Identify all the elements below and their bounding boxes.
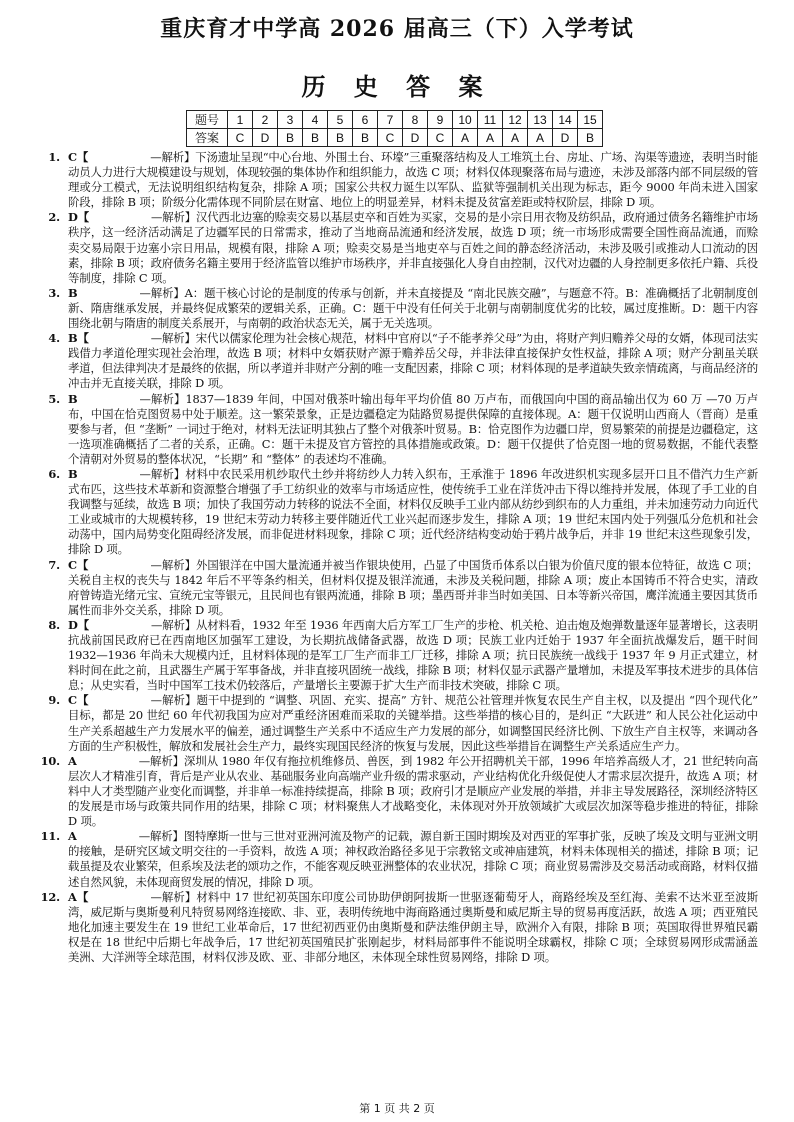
row-label: 题号 <box>187 111 228 129</box>
item-number: 7. <box>48 557 60 572</box>
item-label: —解析】 <box>139 285 185 300</box>
item-label: —解析】 <box>150 617 196 632</box>
answer-cell: C <box>228 129 253 147</box>
item-label: —解析】 <box>150 889 197 904</box>
answer-cell: A <box>528 129 553 147</box>
question-number: 14 <box>553 111 578 129</box>
answer-table-answer-row <box>187 129 603 147</box>
item-label: —解析】 <box>138 829 184 844</box>
item-answer: C【 <box>68 150 89 164</box>
question-number: 1 <box>228 111 253 129</box>
item-answer: C【 <box>68 557 89 572</box>
explanation-item <box>38 618 758 693</box>
item-number: 3. <box>48 285 60 300</box>
answer-cell: D <box>253 129 278 147</box>
item-label: —解析】 <box>150 557 196 572</box>
question-number: 8 <box>403 111 428 129</box>
explanation-item <box>38 286 758 331</box>
item-label: —解析】 <box>138 753 185 768</box>
item-number: 2. <box>48 210 60 225</box>
question-number: 7 <box>378 111 403 129</box>
item-number: 6. <box>48 466 60 481</box>
explanation-item <box>38 754 758 829</box>
item-number: 10. <box>40 753 60 768</box>
item-answer: B【 <box>68 331 89 346</box>
explanation-item <box>38 693 758 753</box>
item-number: 4. <box>48 331 60 346</box>
item-text: A：题干核心讨论的是制度的传承与创新，并未直接提及 “南北民族交融”，与题意不符。B：准确概括了北朝制度创新、隋唐继承发展，并最终促成繁荣的逻辑关系，正确。C：题干中没有任何关于北朝与南朝制度优劣的比较，属过度推断。D：题干内容围绕北朝与隋唐的制度关系展开，与南朝的政治状态无关，属于无关选项。 <box>68 285 758 331</box>
item-text: 下汤遗址呈现“中心台地、外围土台、环壕”三重聚落结构及人工堆筑土台、房址、广场、沟渠等遗迹，表明当时能动员人力进行大规模建设与规划，体现较强的集体协作和组织能力，故选 C 项；材料仅体现聚落布局与遗迹，未涉及部落内部不同层级的管理或分工模式，无法说明组织结构复杂，排除 A 项；国家公共权力诞生以军队、监狱等强制机关出现为标志，距今 9000 年尚未进入国家阶段，排除 B 项；阶级分化需体现不同阶层在财富、地位上的明显差异，材料未提及贫富差距或特权阶层，排除 D 项。 <box>68 150 758 210</box>
exam-title: 重庆育才中学高 2026 届高三（下）入学考试 <box>160 16 634 42</box>
item-text: 1837—1839 年间，中国对俄茶叶输出每年平均价值 80 万卢布，而俄国向中国的商品输出仅为 60 万 —70 万卢布，中国在恰克图贸易中处于顺差。这一繁荣景象，正是边疆稳定为陆路贸易提供保障的直接体现。A：题干仅说明山西商人（晋商）是重要参与者，但 “垄断” 一词过于绝对，材料无法证明其独占了整个对俄茶叶贸易。B：恰克图作为边疆口岸，贸易繁荣的前提是边疆稳定，这一选项准确概括了二者的关系，正确。C：题干未提及官方管控的具体措施或政策。D：题干仅提供了恰克图一地的贸易数据，不能代表整个清朝对外贸易的整体状况，“长期” 和 “整体” 的表述均不准确。 <box>68 391 759 466</box>
answer-cell: D <box>553 129 578 147</box>
answer-cell: A <box>478 129 503 147</box>
item-number: 11. <box>40 829 60 844</box>
item-answer: D【 <box>68 617 89 632</box>
item-text: 材料中 17 世纪初英国东印度公司协助伊朗阿拔斯一世驱逐葡萄牙人，商路经埃及至红海、美索不达米亚至波斯湾，威尼斯与奥斯曼利凡特贸易网络连接欧、非、亚，表明传统地中海商路通过奥斯曼和威尼斯主导的贸易再度活跃，故选 A 项；西亚殖民地化加速主要发生在 19 世纪工业革命后，17 世纪初西亚仍由奥斯曼和萨法维伊朗主导，欧洲介入有限，排除 B 项；英国取得世界殖民霸权是在 18 世纪中后期七年战争后，17 世纪初英国殖民扩张刚起步，材料局部事件不能说明全球霸权，排除 C 项；全球贸易网形成需涵盖美洲、大洋洲等全球范围，材料仅涉及欧、亚、非部分地区，未体现全球性贸易网络，排除 D 项。 <box>68 889 758 964</box>
question-number: 11 <box>478 111 503 129</box>
item-text: 材料中农民采用机纱取代土纱并将纺纱人力转入织布，王承淮于 1896 年改进织机实现多层开口且不借汽力生产新式布匹，这些技术革新和资源整合增强了手工纺织业的效率与市场适应性，使传统手工业在洋货冲击下得以维持并发展，体现了手工业的自我调整与延续，故选 B 项；加快了我国劳动力转移的说法不全面，材料仅反映手工业内部从纺纱到织布的人力重组，并未加速劳动力向近代工业或城市的大规模转移，19 世纪末劳动力转移主要伴随近代工业兴起而逐步发生，排除 A 项；19 世纪末国内处于列强瓜分危机和社会动荡中，国内局势变化阻碍经济发展，而非促进材料现象，排除 C 项；近代经济结构变动始于鸦片战争后，并非 19 世纪末这些现象引发，排除 D 项。 <box>68 466 758 557</box>
item-text: 宋代以儒家伦理为社会核心规范，材料中官府以“子不能孝养父母”为由，将财产判归赡养父母的女婿，体现司法实践借力孝道伦理实现社会治理，故选 B 项；材料中女婿获财产源于赡养岳父母，并非法律直接保护女性权益，排除 A 项；财产分割虽关联孝道，但法律判决才是最终的依据，所以孝道并非财产分割的唯一支配因素，排除 C 项；材料体现的是孝道缺失致亲情疏离，与商品经济的冲击并无直接关联，排除 D 项。 <box>68 331 759 391</box>
item-answer: A <box>68 753 77 768</box>
answer-cell: B <box>303 129 328 147</box>
item-text: 汉代西北边塞的赊卖交易以基层吏卒和百姓为买家，交易的是小宗日用衣物及纺织品，政府通过债务名籍维护市场秩序，这一经济活动满足了边疆军民的日常需求，推动了当地商品流通和经济发展，故选 D 项；统一市场形成需要全国性商品流通，而赊卖交易局限于边塞小宗日用品，规模有限，排除 A 项；赊卖交易是当地吏卒与百姓之间的静态经济活动，未涉及吸引或推动人口流动的因素，排除 B 项；政府债务名籍主要用于经济监管以维护市场秩序，并非直接强化人身自由控制，汉代对边疆的人身控制更多依托户籍、兵役等制度，排除 C 项。 <box>68 210 759 285</box>
item-text: 外国银洋在中国大量流通并被当作银块使用，凸显了中国货币体系以白银为价值尺度的银本位特征，故选 C 项；关税自主权的丧失与 1842 年后不平等条约相关，但材料仅提及银洋流通，未涉及关税问题，排除 A 项；废止本国铸币不符合史实，清政府曾铸造光绪元宝、宣统元宝等银元，且民间也有银两流通，排除 B 项；墨西哥并非当时如美国、日本等新兴帝国，鹰洋流通主要因其货币属性而非外交关系，排除 D 项。 <box>68 557 758 617</box>
item-text: 题干中提到的 “调整、巩固、充实、提高” 方针、规范公社管理并恢复农民生产自主权，以及提出 “四个现代化” 目标，都是 20 世纪 60 年代初我国为应对严重经济困难而采取的关键举措。这些举措的核心目的，是纠正 “大跃进” 和人民公社化运动中生产关系超越生产力发展水平的偏差，通过调整生产关系中不适应生产力发展的部分，如调整国民经济比例、下放生产自主权等，来调动各方面的生产积极性，解放和发展社会生产力，最终实现国民经济的恢复与发展，因此这些举措旨在调整生产关系适应生产力。 <box>68 693 758 753</box>
explanation-item <box>38 558 758 618</box>
answer-cell: D <box>403 129 428 147</box>
item-answer: B <box>68 466 78 481</box>
answer-table-number-row <box>187 111 603 129</box>
answer-table <box>186 110 603 147</box>
item-answer: C【 <box>68 693 89 708</box>
item-answer: A【 <box>68 889 89 904</box>
question-number: 4 <box>303 111 328 129</box>
explanation-item <box>38 890 758 965</box>
answer-cell: B <box>328 129 353 147</box>
item-number: 1. <box>48 150 60 164</box>
item-number: 5. <box>48 391 60 406</box>
question-number: 6 <box>353 111 378 129</box>
answer-cell: B <box>578 129 603 147</box>
item-number: 12. <box>40 889 60 904</box>
question-number: 15 <box>578 111 603 129</box>
explanation-item <box>38 467 758 558</box>
item-label: —解析】 <box>150 331 196 346</box>
explanations-list <box>38 150 758 965</box>
page-footer: 第 1 页 共 2 页 <box>359 1102 435 1115</box>
item-answer: B <box>68 285 78 300</box>
question-number: 12 <box>503 111 528 129</box>
question-number: 5 <box>328 111 353 129</box>
answer-key-subtitle: 历 史 答 案 <box>301 72 493 101</box>
item-label: —解析】 <box>139 391 186 406</box>
item-text: 图特摩斯一世与三世对亚洲河流及物产的记载，源自新王国时期埃及对西亚的军事扩张，反映了埃及文明与亚洲文明的接触，是研究区域文明交往的一手资料，故选 A 项；神权政治路径多见于宗教铭文或神庙建筑，材料未体现相关的描述，排除 B 项；记载虽提及农业繁荣，但系埃及法老的颂功之作，不能客观反映亚洲整体的农业状况，排除 C 项；商业贸易需涉及交易活动或商路，材料仅描述自然风貌，未体现商贸发展的情况，排除 D 项。 <box>68 829 758 889</box>
item-answer: B <box>68 391 78 406</box>
question-number: 13 <box>528 111 553 129</box>
answer-cell: A <box>503 129 528 147</box>
item-label: —解析】 <box>150 150 196 164</box>
explanation-item <box>38 829 758 889</box>
item-label: —解析】 <box>139 466 186 481</box>
explanation-item <box>38 331 758 391</box>
item-text: 从材料看，1932 年至 1936 年西南大后方军工厂生产的步枪、机关枪、迫击炮及炮弹数量逐年显著增长，这表明抗战前国民政府已在西南地区加强军工建设，为长期抗战储备武器，故选 D 项；民族工业内迁始于 1937 年全面抗战爆发后，题干时间 1932—1936 年尚未大规模内迁，且材料体现的是军工厂生产而非工厂迁移，排除 A 项；抗日民族统一战线于 1937 年 9 月正式建立，材料时间在此之前，且武器生产属于军事备战，并非直接巩固统一战线，排除 B 项；材料仅显示武器产量增加，未提及军事技术进步的具体信息；从史实看，当时中国军工技术仍较落后，产量增长主要源于扩大生产而非技术突破，排除 C 项。 <box>68 617 758 693</box>
explanation-item <box>38 150 758 210</box>
answer-cell: A <box>453 129 478 147</box>
item-text: 深圳从 1980 年仅有拖拉机维修员、兽医，到 1982 年公开招聘机关干部，1996 年培养高级人才，21 世纪转向高层次人才精准引育，背后是产业从农业、基础服务业向高端产业升级的需求驱动，产业结构优化升级促使人才需求层次提升，故选 A 项；材料中人才类型随产业变化而调整，并非单一标准持续提高，排除 B 项；政府引才是顺应产业发展的举措，并非主导发展路径，深圳经济特区的发展是市场与政策共同作用的结果，排除 C 项；材料聚焦人才战略变化，未体现对外开放领域扩大或层次加深等稳步推进的特征，排除 D 项。 <box>68 753 759 829</box>
answer-cell: C <box>378 129 403 147</box>
question-number: 2 <box>253 111 278 129</box>
explanation-item <box>38 210 758 285</box>
row-label: 答案 <box>187 129 228 147</box>
answer-cell: C <box>428 129 453 147</box>
item-number: 8. <box>48 617 60 632</box>
answer-cell: B <box>353 129 378 147</box>
explanation-item <box>38 392 758 467</box>
item-label: —解析】 <box>150 693 197 708</box>
question-number: 10 <box>453 111 478 129</box>
item-label: —解析】 <box>150 210 196 225</box>
item-answer: D【 <box>68 210 89 225</box>
item-number: 9. <box>48 693 60 708</box>
question-number: 9 <box>428 111 453 129</box>
question-number: 3 <box>278 111 303 129</box>
answer-cell: B <box>278 129 303 147</box>
item-answer: A <box>68 829 77 844</box>
